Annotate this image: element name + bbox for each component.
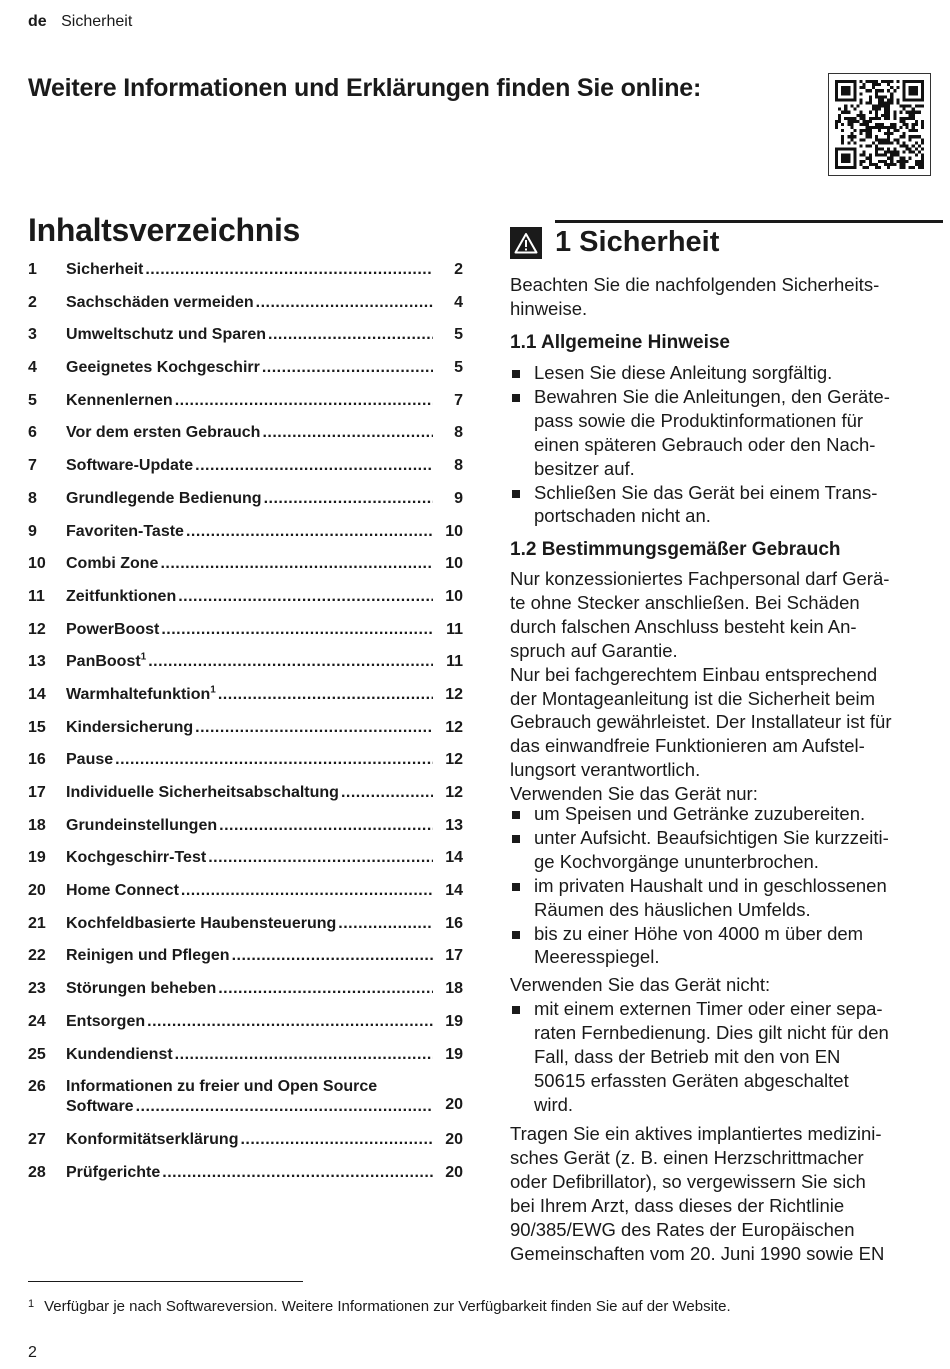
footnote-rule [28,1281,303,1282]
toc-entry-label: Kochgeschirr-Test [66,849,207,867]
toc-entry-page: 8 [454,424,463,442]
toc-entry-number: 5 [28,391,37,409]
toc-entry-text [66,946,433,966]
toc-entry-number: 13 [28,653,46,671]
toc-leader-dots [218,979,433,999]
toc-entry-page: 11 [446,653,463,671]
toc-entry[interactable] [28,715,463,748]
toc-entry-text [66,1130,433,1150]
intended-use-list [510,802,942,969]
toc-entry-number: 23 [28,980,46,998]
toc-entry-text [66,391,433,411]
toc-entry-label: Individuelle Sicherheitsabschaltung [66,784,339,801]
toc-leader-dots [218,685,433,705]
toc-leader-dots [145,260,433,280]
toc-leader-dots [178,587,433,607]
toc-entry-text [66,587,433,607]
toc-entry-number: 27 [28,1130,46,1148]
toc-leader-dots [264,489,433,509]
footnote-ref: 1 [210,684,216,696]
toc-entry[interactable] [28,747,463,780]
toc-entry-number: 9 [28,522,37,540]
toc-entry-page: 19 [445,1012,463,1030]
toc-entry-text [66,979,433,999]
toc-entry[interactable] [28,845,463,878]
toc-entry-text [66,325,433,345]
toc-entry-label: Home Connect [66,882,179,900]
toc-entry-label: Kochfeldbasierte Haubensteuerung [66,914,337,932]
list-item: Lesen Sie diese Anleitung sorgfältig. [510,361,942,385]
toc-entry-label: Zeitfunktionen [66,587,177,605]
not-use-list [510,997,942,1117]
toc-entry-number: 3 [28,326,37,344]
toc-leader-dots [175,391,433,411]
toc-entry-page: 11 [446,620,463,638]
list-item: Bewahren Sie die Anleitungen, den Geräte- pass sowie die Produktinformationen für einen späteren Gebrauch oder den Nach- besitzer auf. [510,385,942,481]
toc-entry-label: Prüfgerichte [66,1163,161,1181]
toc-entry-page: 14 [445,882,463,900]
toc-entry-label: Sachschäden vermeiden [66,293,254,311]
toc-leader-dots [268,325,433,345]
toc-entry[interactable] [28,1127,463,1160]
toc-entry-label: Konformitätserklärung [66,1130,239,1148]
toc-entry-text [66,783,433,803]
online-info-title: Weitere Informationen und Erklärungen finden Sie online: [28,74,702,102]
toc-entry-text [66,456,433,476]
table-of-contents [28,257,463,1192]
toc-entry[interactable] [28,1009,463,1042]
toc-entry-page: 12 [445,751,463,769]
toc-entry-text [66,750,433,770]
toc-entry-label-line1: Informationen zu freier und Open Source [66,1078,378,1096]
toc-entry[interactable] [28,976,463,1009]
intended-use-paragraph: Nur konzessioniertes Fachpersonal darf Gerä- te ohne Stecker anschließen. Bei Schäden durch falschen Anschluss besteht kein An- spruch auf Garantie. Nur bei fachgerechtem Einbau entsprechend der Montageanleitung ist die Sicherheit beim Gebrauch gewährleistet. Der Installateur ist für das einwandfreie Funktionieren am Aufstel- lungsort verantwortlich. Verwenden Sie das Gerät nur: [510,568,892,805]
toc-entry-label: Geeignetes Kochgeschirr [66,359,260,377]
toc-entry-number: 2 [28,293,37,311]
toc-entry-number: 15 [28,718,46,736]
toc-entry[interactable] [28,1042,463,1075]
toc-entry-text [66,1163,433,1183]
toc-entry-page: 10 [445,555,463,573]
toc-entry-page: 19 [445,1045,463,1063]
toc-entry-label: Favoriten-Taste [66,522,184,540]
toc-entry[interactable] [28,257,463,290]
toc-leader-dots [219,816,433,836]
toc-entry-page: 2 [454,261,463,278]
list-item: im privaten Haushalt und in geschlossenen Räumen des häuslichen Umfelds. [510,874,942,922]
header-section: Sicherheit [61,13,133,30]
toc-entry-text [66,554,433,574]
toc-entry-page: 18 [445,980,463,998]
toc-entry-label: Warmhaltefunktion [66,685,211,703]
page-number: 2 [28,1344,37,1361]
subsection-title-intended-use: 1.2 Bestimmungsgemäßer Gebrauch [510,539,841,560]
list-item: bis zu einer Höhe von 4000 m über dem Meeresspiegel. [510,922,942,970]
toc-entry-number: 6 [28,424,37,442]
section-title: 1 Sicherheit [555,226,720,258]
toc-entry-label: Kundendienst [66,1045,173,1063]
toc-entry-page: 17 [445,947,463,965]
toc-entry-text [66,914,433,934]
toc-leader-dots [115,750,433,770]
toc-leader-dots [338,914,433,934]
toc-leader-dots [256,293,433,313]
footnote-text: Verfügbar je nach Softwareversion. Weitere Informationen zur Verfügbarkeit finden Sie auf der Website. [44,1298,731,1315]
toc-leader-dots [175,1045,433,1065]
page-header [28,13,132,31]
not-use-intro: Verwenden Sie das Gerät nicht: [510,974,771,995]
list-item: um Speisen und Getränke zuzubereiten. [510,802,942,826]
toc-entry-label: Entsorgen [66,1012,146,1030]
toc-entry[interactable] [28,420,463,453]
toc-leader-dots [195,718,433,738]
qr-code[interactable] [828,73,931,176]
toc-entry-text [66,293,433,313]
toc-leader-dots [186,522,433,542]
toc-entry-label: Umweltschutz und Sparen [66,326,267,344]
list-item: mit einem externen Timer oder einer sepa- raten Fernbedienung. Dies gilt nicht für den Fall, dass der Betrieb mit den von EN 50615 erfassten Geräten abgeschaltet wird. [510,997,942,1117]
toc-leader-dots [262,358,433,378]
toc-entry-text [66,522,433,542]
toc-entry-number: 12 [28,620,46,638]
toc-entry-page: 10 [445,522,463,540]
toc-entry[interactable] [28,878,463,911]
toc-entry-label: Software-Update [66,457,194,475]
toc-entry-page: 4 [454,293,463,311]
toc-entry-label: PowerBoost [66,620,160,638]
toc-entry-page: 12 [445,784,463,801]
toc-entry-number: 24 [28,1012,46,1030]
toc-entry[interactable] [28,682,463,715]
toc-entry-number: 28 [28,1163,46,1181]
toc-leader-dots [208,848,433,868]
toc-entry-label: Kennenlernen [66,391,173,409]
language-code: de [28,13,47,30]
toc-entry[interactable] [28,617,463,650]
toc-entry[interactable] [28,519,463,552]
toc-entry[interactable] [28,1074,463,1127]
list-item: unter Aufsicht. Beaufsichtigen Sie kurzzeiti- ge Kochvorgänge ununterbrochen. [510,826,942,874]
toc-entry-text [66,718,433,738]
toc-entry-page: 12 [445,685,463,703]
toc-entry-label: Grundlegende Bedienung [66,489,262,507]
general-notes-list [510,361,942,528]
subsection-title-general: 1.1 Allgemeine Hinweise [510,332,730,353]
toc-entry-page: 14 [445,849,463,867]
toc-entry-number: 18 [28,816,46,834]
toc-entry-text [66,260,433,280]
toc-entry-text [66,652,433,672]
toc-entry-page: 7 [454,391,463,409]
section-rule [555,220,943,223]
toc-entry-page: 13 [445,816,463,834]
toc-entry-number: 16 [28,751,46,769]
toc-entry-number: 17 [28,784,46,801]
toc-entry-text [66,816,433,836]
toc-entry-number: 7 [28,457,37,475]
toc-entry[interactable] [28,780,463,813]
toc-entry-page: 5 [454,326,463,344]
toc-entry[interactable] [28,943,463,976]
toc-entry-number: 21 [28,914,46,932]
toc-entry-text [66,685,433,705]
toc-entry-label: Combi Zone [66,555,159,573]
toc-entry-number: 10 [28,555,46,573]
toc-entry-text [66,423,433,443]
warning-triangle-icon [510,227,542,259]
toc-entry-label [66,1077,433,1117]
toc-entry-page: 20 [445,1095,463,1113]
toc-leader-dots [262,423,433,443]
toc-entry-label: Pause [66,751,114,769]
toc-entry-label: Vor dem ersten Gebrauch [66,424,261,442]
footnote [28,1298,731,1315]
toc-entry-label: Störungen beheben [66,980,217,998]
toc-entry[interactable] [28,551,463,584]
toc-leader-dots [162,1163,433,1183]
toc-entry[interactable] [28,290,463,323]
toc-leader-dots [232,946,433,966]
toc-leader-dots [181,881,433,901]
toc-leader-dots [195,456,433,476]
toc-entry[interactable] [28,453,463,486]
toc-entry[interactable] [28,649,463,682]
toc-entry-number: 19 [28,849,46,867]
toc-entry-number: 20 [28,882,46,900]
toc-entry-page: 9 [454,489,463,507]
toc-entry-number: 11 [28,587,45,605]
footnote-mark: 1 [28,1298,35,1310]
toc-entry-text [66,1045,433,1065]
toc-leader-dots [160,554,433,574]
toc-entry-page: 12 [445,718,463,736]
qr-code-icon [835,80,924,169]
toc-entry[interactable] [28,911,463,944]
implant-paragraph: Tragen Sie ein aktives implantiertes medizini- sches Gerät (z. B. einen Herzschrittmacher oder Defibrillator), so vergewissern Sie sich bei Ihrem Arzt, dass dieses der Richtlinie 90/385/EWG des Rates der Europäischen Gemeinschaften vom 20. Juni 1990 sowie EN [510,1123,885,1264]
toc-entry-text [66,620,433,640]
toc-entry-number: 22 [28,947,46,965]
toc-entry-text [66,1012,433,1032]
toc-entry[interactable] [28,486,463,519]
footnote-ref: 1 [140,652,147,663]
toc-leader-dots [148,652,433,672]
toc-entry-number: 14 [28,685,46,703]
toc-title: Inhaltsverzeichnis [28,212,301,248]
toc-entry-label: Grundeinstellungen [66,816,218,834]
toc-leader-dots [240,1130,433,1150]
toc-entry[interactable] [28,1160,463,1193]
toc-entry-page: 10 [445,587,463,605]
list-item: Schließen Sie das Gerät bei einem Trans- portschaden nicht an. [510,481,942,529]
toc-entry[interactable] [28,388,463,421]
toc-entry-number: 4 [28,359,37,377]
toc-entry-number: 1 [28,261,37,278]
toc-entry-label: Reinigen und Pflegen [66,947,230,965]
toc-entry-page: 5 [454,359,463,377]
toc-entry-page: 16 [445,914,463,932]
toc-entry-number: 26 [28,1078,46,1096]
toc-leader-dots [161,620,433,640]
toc-entry-text [66,358,433,378]
toc-entry-number: 8 [28,489,37,507]
toc-leader-dots [147,1012,433,1032]
toc-entry-text [66,848,433,868]
toc-entry-text [66,881,433,901]
section-heading [510,226,719,259]
toc-entry-text [66,489,433,509]
toc-entry[interactable] [28,355,463,388]
toc-leader-dots [136,1097,433,1117]
toc-entry-page: 20 [445,1163,463,1181]
toc-entry-page: 20 [445,1130,463,1148]
toc-entry-page: 8 [454,457,463,475]
toc-entry[interactable] [28,813,463,846]
safety-intro: Beachten Sie die nachfolgenden Sicherheits- hinweise. [510,274,880,319]
toc-entry[interactable] [28,322,463,355]
toc-entry-label: Kindersicherung [66,718,194,736]
toc-entry-label: PanBoost [66,653,141,671]
toc-entry-number: 25 [28,1045,46,1063]
toc-entry-label: Sicherheit [66,261,144,278]
toc-leader-dots [341,783,433,803]
toc-entry-label-line2: Software [66,1098,134,1116]
toc-entry[interactable] [28,584,463,617]
